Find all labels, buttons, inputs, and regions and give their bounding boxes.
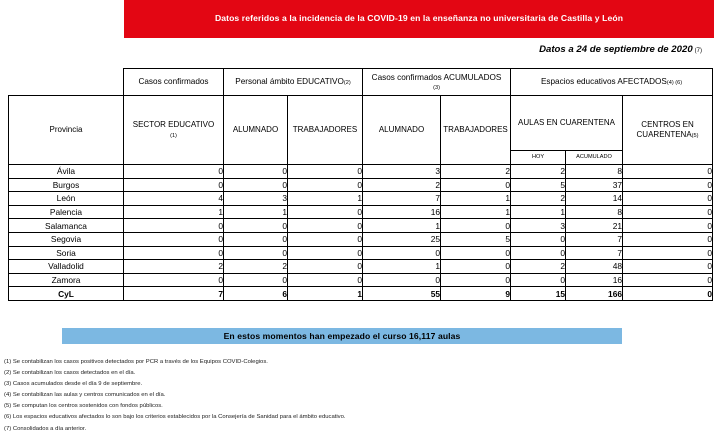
cell-aulas-acumulado: 7 [566, 232, 623, 246]
header-col-sector-educativo-label: SECTOR EDUCATIVO [132, 120, 215, 129]
cell-aulas-acumulado: 8 [566, 205, 623, 219]
footnotes-list [4, 360, 704, 438]
cell-trabajadores-diario: 0 [288, 260, 363, 274]
header-spacer-cell [9, 69, 124, 96]
footnote-item: (6) Los espacios educativos afectados lo son bajo los criterios establecidos por la Consejería de Sanidad para el ámbito educativo. [4, 414, 346, 421]
covid-data-table [8, 68, 713, 301]
cell-alumnado-acumulado: 0 [363, 273, 441, 287]
cell-aulas-acumulado: 21 [566, 219, 623, 233]
table-row [9, 219, 713, 233]
cell-centros-cuarentena: 0 [623, 178, 713, 192]
footnote-item: (3) Casos acumulados desde el día 9 de septiembre. [4, 381, 143, 388]
cell-aulas-hoy: 2 [511, 192, 566, 206]
cell-centros-cuarentena: 0 [623, 246, 713, 260]
cell-aulas-acumulado: 48 [566, 260, 623, 274]
cell-centros-cuarentena: 0 [623, 287, 713, 301]
table-row [9, 178, 713, 192]
cell-aulas-acumulado: 8 [566, 165, 623, 179]
cell-trabajadores-acumulado: 9 [441, 287, 511, 301]
header-group-casos-confirmados [124, 69, 224, 96]
cell-aulas-hoy: 0 [511, 273, 566, 287]
header-group-espacios-afectados-label: Espacios educativos AFECTADOS [540, 77, 667, 87]
cell-trabajadores-acumulado: 0 [441, 219, 511, 233]
cell-sector-educativo: 2 [124, 260, 224, 274]
page-title: Datos referidos a la incidencia de la COVID-19 en la enseñanza no universitaria de Castilla y León [214, 13, 624, 24]
cell-trabajadores-acumulado: 1 [441, 205, 511, 219]
header-col-trabajadores-acumulado [441, 96, 511, 165]
cell-centros-cuarentena: 0 [623, 205, 713, 219]
cell-sector-educativo: 7 [124, 287, 224, 301]
cell-centros-cuarentena: 0 [623, 260, 713, 274]
cell-sector-educativo: 0 [124, 178, 224, 192]
cell-aulas-hoy: 2 [511, 260, 566, 274]
header-col-aulas-hoy [511, 150, 566, 164]
cell-alumnado-acumulado: 55 [363, 287, 441, 301]
header-col-alumnado-acumulado [363, 96, 441, 165]
cell-alumnado-acumulado: 7 [363, 192, 441, 206]
table-row [9, 165, 713, 179]
cell-aulas-hoy: 2 [511, 165, 566, 179]
cell-alumnado-diario: 0 [224, 246, 288, 260]
table-container [8, 68, 712, 301]
cell-centros-cuarentena: 0 [623, 219, 713, 233]
cell-provincia: CyL [9, 287, 124, 301]
table-header [9, 69, 713, 165]
cell-sector-educativo: 0 [124, 273, 224, 287]
cell-alumnado-diario: 0 [224, 273, 288, 287]
cell-aulas-acumulado: 37 [566, 178, 623, 192]
cell-provincia: Soria [9, 246, 124, 260]
table-body [9, 165, 713, 301]
cell-sector-educativo: 0 [124, 219, 224, 233]
cell-aulas-acumulado: 7 [566, 246, 623, 260]
header-group-personal-educativo [224, 69, 363, 96]
table-row [9, 246, 713, 260]
header-col-alumnado-acumulado-label: ALUMNADO [378, 125, 425, 134]
cell-trabajadores-diario: 0 [288, 178, 363, 192]
header-col-aulas-hoy-label: HOY [531, 154, 545, 161]
header-col-sector-educativo-note: (1) [170, 133, 177, 139]
header-col-aulas-cuarentena [511, 96, 623, 151]
cell-trabajadores-diario: 0 [288, 273, 363, 287]
cell-sector-educativo: 4 [124, 192, 224, 206]
header-col-trabajadores-acumulado-label: TRABAJADORES [443, 125, 508, 134]
cell-trabajadores-diario: 0 [288, 205, 363, 219]
cell-trabajadores-acumulado: 1 [441, 192, 511, 206]
cell-alumnado-acumulado: 16 [363, 205, 441, 219]
footnote-item: (7) Consolidados a día anterior. [4, 425, 87, 432]
cell-provincia: Zamora [9, 273, 124, 287]
cell-provincia: Burgos [9, 178, 124, 192]
header-group-casos-confirmados-label: Casos confirmados [138, 77, 209, 87]
report-date-text: Datos a 24 de septiembre de 2020 [539, 44, 693, 55]
cell-trabajadores-acumulado: 0 [441, 246, 511, 260]
cell-trabajadores-acumulado: 5 [441, 232, 511, 246]
report-date [539, 44, 702, 55]
cell-aulas-hoy: 1 [511, 205, 566, 219]
cell-aulas-acumulado: 166 [566, 287, 623, 301]
cell-centros-cuarentena: 0 [623, 232, 713, 246]
header-group-personal-educativo-label: Personal ámbito EDUCATIVO [235, 77, 344, 87]
cell-alumnado-acumulado: 25 [363, 232, 441, 246]
blue-summary-text: En estos momentos han empezado el curso 16,117 aulas [223, 331, 461, 341]
cell-trabajadores-diario: 0 [288, 232, 363, 246]
cell-provincia: Segovia [9, 232, 124, 246]
cell-alumnado-diario: 6 [224, 287, 288, 301]
footnote-item: (2) Se contabilizan los casos detectados en el día. [4, 370, 136, 377]
header-col-centros-cuarentena-label: CENTROS EN CUARENTENA [636, 120, 694, 139]
header-col-provincia-label: Provincia [49, 125, 83, 134]
cell-alumnado-diario: 1 [224, 205, 288, 219]
header-col-sector-educativo [124, 96, 224, 165]
cell-alumnado-acumulado: 0 [363, 246, 441, 260]
cell-alumnado-diario: 2 [224, 260, 288, 274]
cell-centros-cuarentena: 0 [623, 192, 713, 206]
cell-trabajadores-acumulado: 0 [441, 178, 511, 192]
header-col-centros-cuarentena [623, 96, 713, 165]
header-group-espacios-afectados [511, 69, 713, 96]
cell-provincia: León [9, 192, 124, 206]
cell-sector-educativo: 1 [124, 205, 224, 219]
cell-aulas-hoy: 15 [511, 287, 566, 301]
cell-provincia: Salamanca [9, 219, 124, 233]
cell-alumnado-diario: 0 [224, 178, 288, 192]
header-row-columns [9, 96, 713, 151]
header-group-casos-acumulados [363, 69, 511, 96]
cell-trabajadores-diario: 0 [288, 246, 363, 260]
blue-summary-banner [62, 328, 622, 344]
cell-alumnado-diario: 0 [224, 165, 288, 179]
header-col-aulas-acumulado [566, 150, 623, 164]
header-col-aulas-cuarentena-label: AULAS EN CUARENTENA [518, 117, 615, 127]
cell-alumnado-diario: 3 [224, 192, 288, 206]
header-col-trabajadores-diario [288, 96, 363, 165]
table-row [9, 205, 713, 219]
cell-provincia: Ávila [9, 165, 124, 179]
cell-aulas-hoy: 0 [511, 246, 566, 260]
table-row [9, 192, 713, 206]
cell-trabajadores-diario: 1 [288, 192, 363, 206]
cell-alumnado-diario: 0 [224, 232, 288, 246]
title-banner [124, 0, 714, 38]
report-date-note-ref: (7) [694, 48, 702, 54]
cell-alumnado-acumulado: 1 [363, 219, 441, 233]
cell-alumnado-acumulado: 3 [363, 165, 441, 179]
header-col-provincia [9, 96, 124, 165]
header-col-alumnado-diario-label: ALUMNADO [232, 125, 279, 134]
cell-sector-educativo: 0 [124, 246, 224, 260]
cell-trabajadores-diario: 0 [288, 219, 363, 233]
header-group-casos-acumulados-label: Casos confirmados ACUMULADOS [371, 72, 502, 82]
table-row [9, 273, 713, 287]
cell-aulas-acumulado: 16 [566, 273, 623, 287]
header-col-centros-cuarentena-note: (5) [691, 133, 699, 139]
cell-alumnado-acumulado: 1 [363, 260, 441, 274]
cell-provincia: Palencia [9, 205, 124, 219]
cell-aulas-hoy: 3 [511, 219, 566, 233]
header-group-personal-educativo-note: (2) [343, 80, 351, 87]
table-row [9, 232, 713, 246]
table-row [9, 260, 713, 274]
header-col-trabajadores-diario-label: TRABAJADORES [292, 125, 358, 134]
cell-aulas-acumulado: 14 [566, 192, 623, 206]
table-row-total [9, 287, 713, 301]
header-group-casos-acumulados-note: (3) [433, 85, 440, 91]
cell-trabajadores-acumulado: 2 [441, 165, 511, 179]
cell-centros-cuarentena: 0 [623, 273, 713, 287]
cell-alumnado-acumulado: 2 [363, 178, 441, 192]
cell-provincia: Valladolid [9, 260, 124, 274]
cell-trabajadores-diario: 0 [288, 165, 363, 179]
footnote-item: (1) Se contabilizan los casos positivos detectados por PCR a través de los Equipos COVID-Colegios. [4, 359, 268, 365]
header-row-groups [9, 69, 713, 96]
cell-trabajadores-acumulado: 0 [441, 260, 511, 274]
cell-trabajadores-diario: 1 [288, 287, 363, 301]
footnote-item: (5) Se computan los centros sostenidos con fondos públicos. [4, 403, 163, 410]
footnote-item: (4) Se contabilizan las aulas y centros comunicados en el día. [4, 392, 166, 399]
cell-trabajadores-acumulado: 0 [441, 273, 511, 287]
cell-aulas-hoy: 5 [511, 178, 566, 192]
cell-sector-educativo: 0 [124, 165, 224, 179]
cell-sector-educativo: 0 [124, 232, 224, 246]
header-col-aulas-acumulado-label: ACUMULADO [576, 154, 612, 161]
header-col-alumnado-diario [224, 96, 288, 165]
cell-alumnado-diario: 0 [224, 219, 288, 233]
cell-centros-cuarentena: 0 [623, 165, 713, 179]
header-group-espacios-afectados-note: (4) (6) [666, 80, 683, 87]
cell-aulas-hoy: 0 [511, 232, 566, 246]
